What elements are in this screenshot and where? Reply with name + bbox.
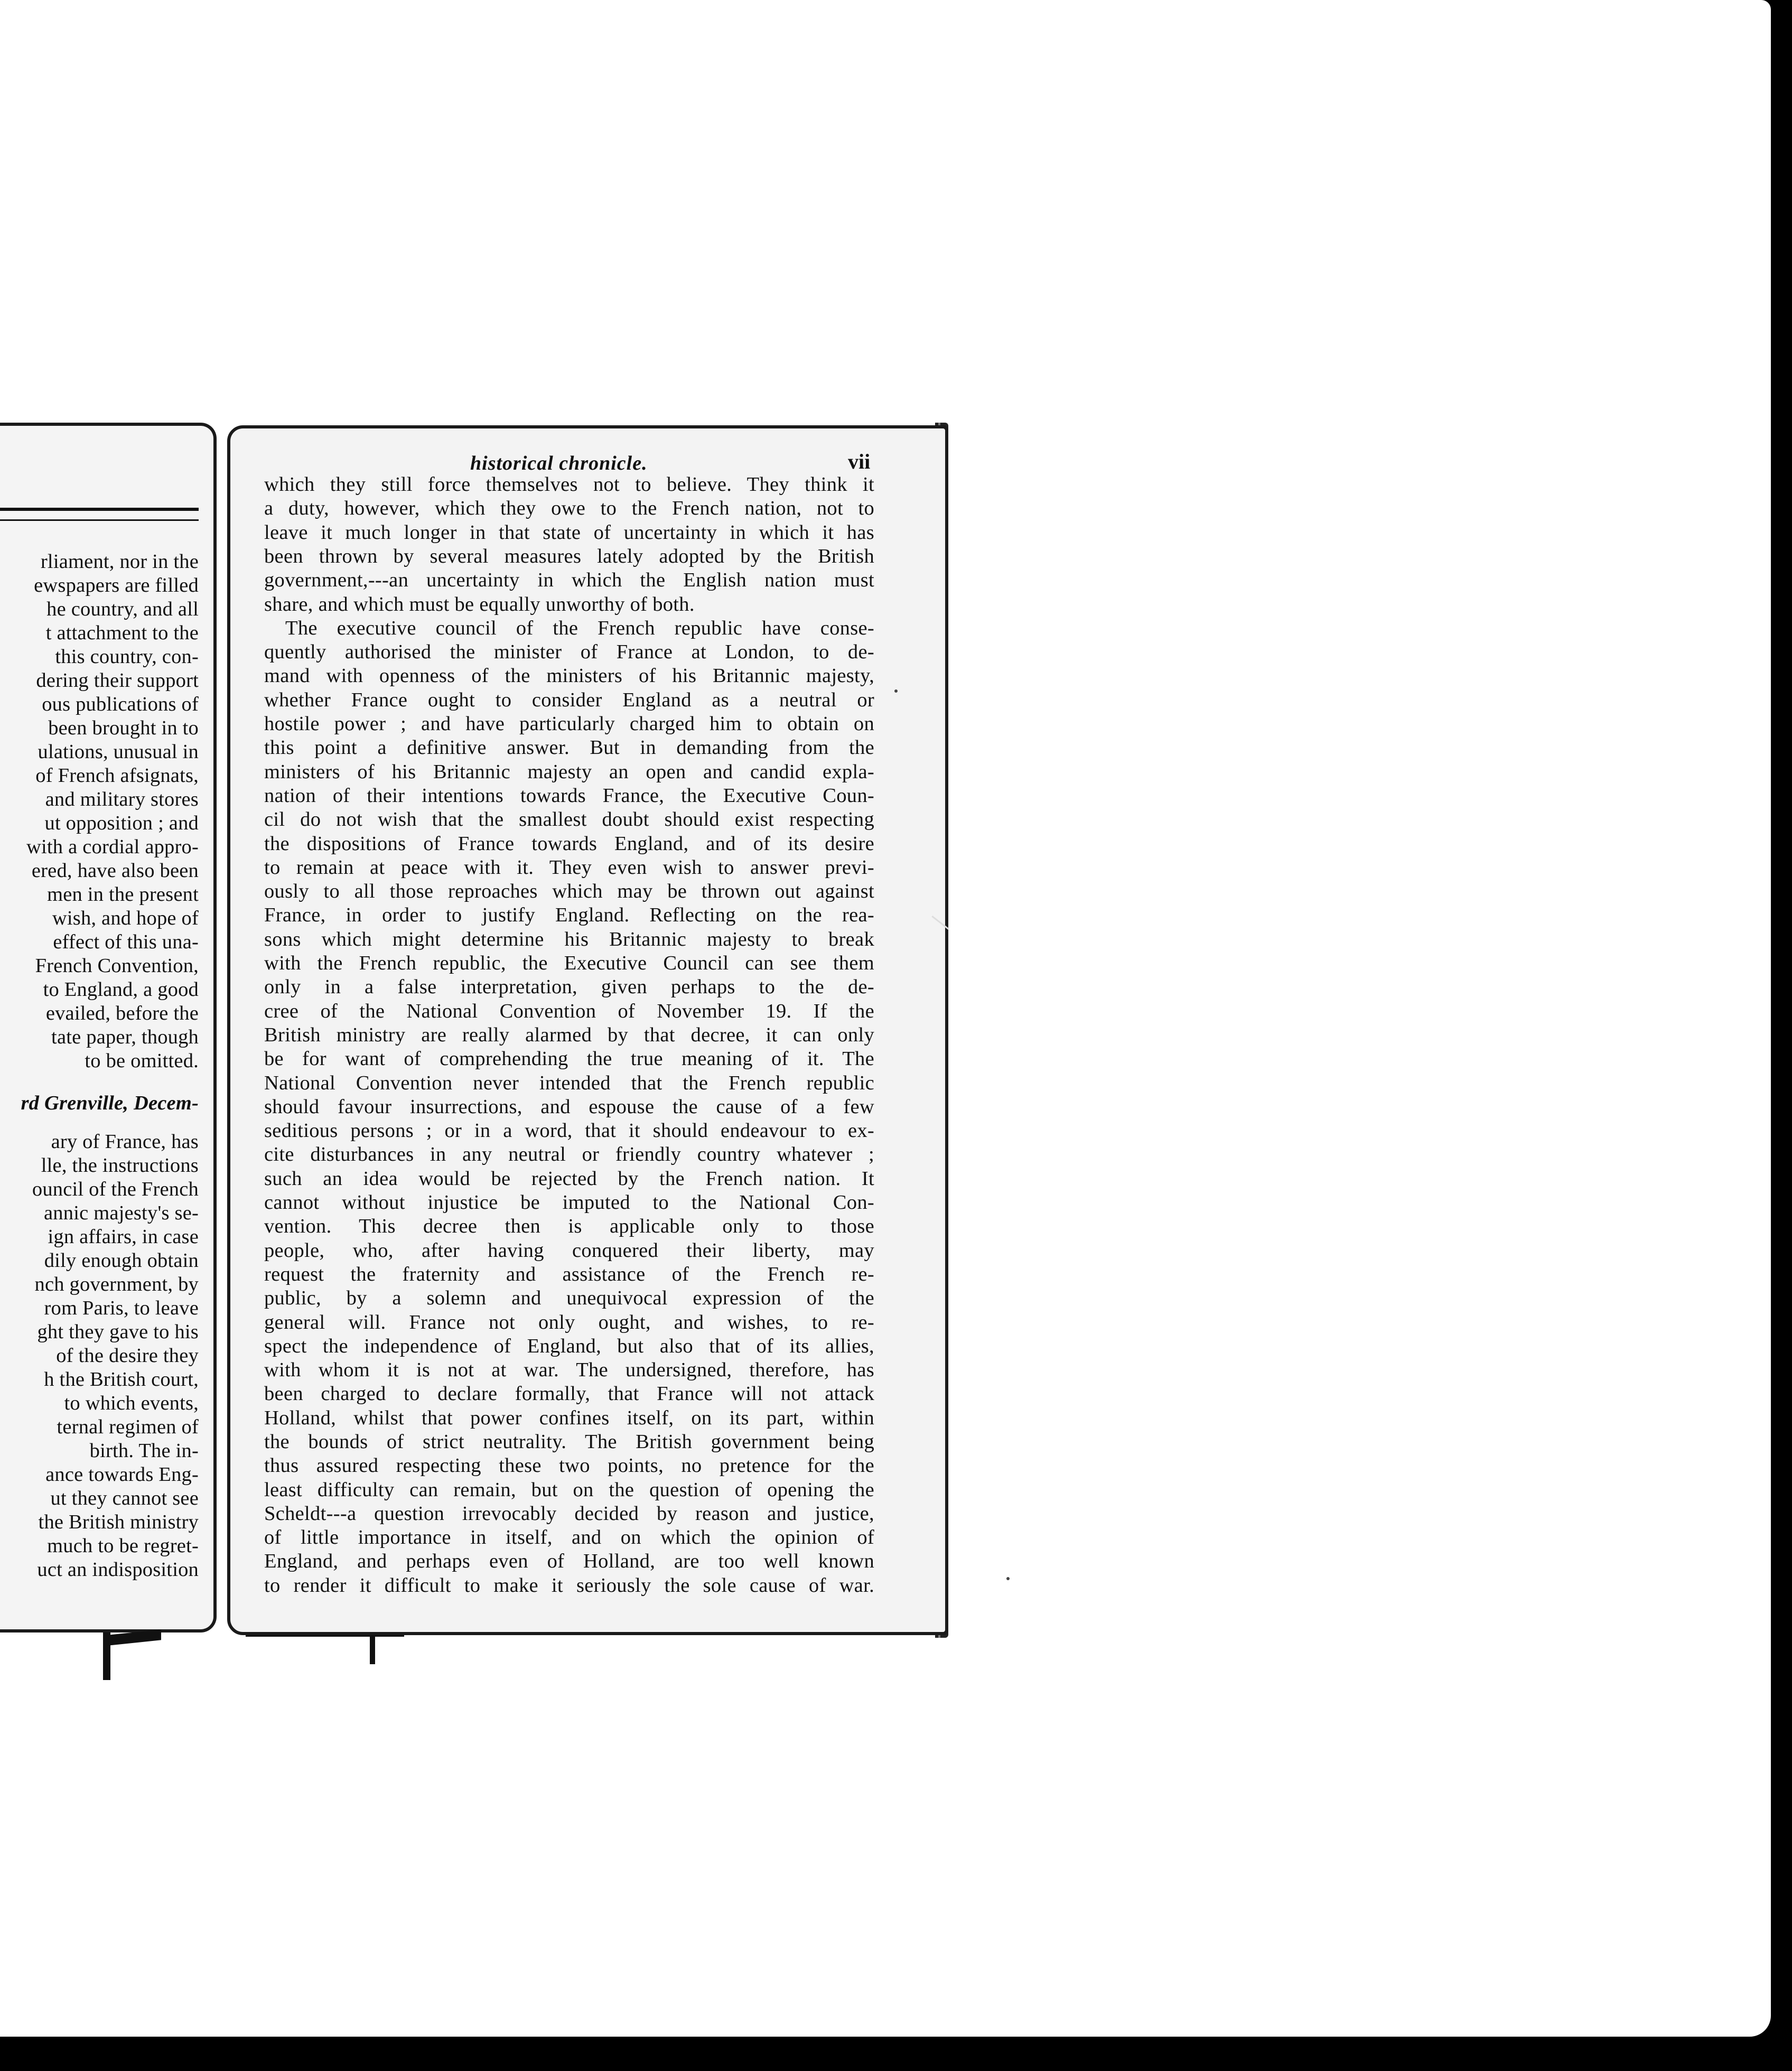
body-text-line: government,---an uncertainty in which the English nation must: [264, 569, 874, 591]
left-text-line: evailed, before the: [45, 1002, 199, 1024]
left-text-line: ary of France, has: [51, 1131, 199, 1153]
left-text-line: to be omitted.: [85, 1050, 199, 1072]
left-text-line: t attachment to the: [45, 622, 199, 644]
left-text-line: this country, con-: [55, 646, 199, 668]
left-text-line: annic majesty's se-: [44, 1202, 199, 1224]
scan-speck: [894, 689, 898, 693]
body-text-line: public, by a solemn and unequivocal expression of the: [264, 1287, 874, 1309]
page-number: vii: [848, 450, 871, 473]
running-head: historical chronicle.: [470, 452, 648, 474]
left-text-line: been brought in to: [48, 717, 199, 739]
body-text-line: mand with openness of the ministers of his Britannic majesty,: [264, 665, 874, 687]
left-text-line: uct an indisposition: [37, 1559, 199, 1581]
body-text-line: only in a false interpretation, given perhaps to the de-: [264, 976, 874, 998]
body-text-line: a duty, however, which they owe to the French nation, not to: [264, 497, 874, 519]
left-text-line: h the British court,: [44, 1368, 199, 1391]
left-text-line: to which events,: [64, 1392, 199, 1414]
ornamental-rule: [0, 508, 199, 521]
body-text-line: cite disturbances in any neutral or friendly country whatever ;: [264, 1143, 874, 1165]
body-text-line: cree of the National Convention of November 19. If the: [264, 1000, 874, 1022]
body-text-line: share, and which must be equally unworthy of both.: [264, 593, 695, 615]
left-text-line: birth. The in-: [89, 1440, 199, 1462]
body-text-line: of little importance in itself, and on which the opinion of: [264, 1526, 874, 1548]
body-text-line: whether France ought to consider England as a neutral or: [264, 689, 874, 711]
left-text-line: rliament, nor in the: [40, 551, 199, 573]
left-text-line: ght they gave to his: [37, 1321, 199, 1343]
body-text-line: with the French republic, the Executive Council can see them: [264, 952, 874, 974]
left-text-line: ut they cannot see: [50, 1487, 199, 1509]
body-text-line: this point a definitive answer. But in demanding from the: [264, 736, 874, 759]
left-text-line: nch government, by: [34, 1273, 199, 1295]
body-text-line: to render it difficult to make it seriously the sole cause of war.: [264, 1574, 874, 1597]
left-text-line: ouncil of the French: [32, 1178, 199, 1200]
body-text-line: ministers of his Britannic majesty an open and candid expla-: [264, 761, 874, 783]
left-text-line: the British ministry: [38, 1511, 199, 1533]
book-gutter: [103, 1632, 378, 1685]
left-text-line: ous publications of: [42, 693, 199, 715]
body-text-line: with whom it is not at war. The undersigned, therefore, has: [264, 1359, 874, 1381]
body-text-line: such an idea would be rejected by the French nation. It: [264, 1168, 874, 1190]
left-text-line: wish, and hope of: [52, 907, 199, 929]
body-text-line: cil do not wish that the smallest doubt should exist respecting: [264, 808, 874, 831]
body-text-line: quently authorised the minister of France at London, to de-: [264, 641, 874, 663]
body-text-line: the bounds of strict neutrality. The British government being: [264, 1431, 874, 1453]
body-text-line: Holland, whilst that power confines itself, on its part, within: [264, 1407, 874, 1429]
body-text-line: ously to all those reproaches which may be thrown out against: [264, 880, 874, 902]
body-text-line: should favour insurrections, and espouse the cause of a few: [264, 1096, 874, 1118]
left-text-line: ance towards Eng-: [45, 1463, 199, 1486]
left-text-line: ered, have also been: [31, 860, 199, 882]
left-text-line: dily enough obtain: [44, 1249, 199, 1272]
scan-speck: [1006, 1577, 1010, 1580]
body-text-line: France, in order to justify England. Reflecting on the rea-: [264, 904, 874, 926]
body-text-line: be for want of comprehending the true meaning of it. The: [264, 1048, 874, 1070]
left-text-line: ewspapers are filled: [34, 574, 199, 596]
left-text-line: lle, the instructions: [41, 1154, 199, 1177]
left-text-line: of the desire they: [56, 1345, 199, 1367]
left-section-heading: rd Grenville, Decem-: [21, 1092, 199, 1114]
body-text-line: spect the independence of England, but also that of its allies,: [264, 1335, 874, 1357]
body-text-line: hostile power ; and have particularly charged him to obtain on: [264, 713, 874, 735]
body-text-line: British ministry are really alarmed by that decree, it can only: [264, 1024, 874, 1046]
body-text-line: thus assured respecting these two points, no pretence for the: [264, 1454, 874, 1477]
body-text-line: leave it much longer in that state of uncertainty in which it has: [264, 521, 874, 544]
body-text-line: people, who, after having conquered their liberty, may: [264, 1239, 874, 1262]
left-text-line: and military stores: [45, 788, 199, 810]
left-text-line: with a cordial appro-: [26, 836, 199, 858]
body-text-line: sons which might determine his Britannic majesty to break: [264, 928, 874, 950]
left-text-line: effect of this una-: [53, 931, 199, 953]
body-text-line: National Convention never intended that the French republic: [264, 1072, 874, 1094]
left-text-line: he country, and all: [46, 598, 199, 620]
body-text-line: the dispositions of France towards England, and of its desire: [264, 833, 874, 855]
body-text-line: cannot without injustice be imputed to the National Con-: [264, 1191, 874, 1214]
body-text-line: nation of their intentions towards France, the Executive Coun-: [264, 785, 874, 807]
left-text-line: French Convention,: [35, 955, 199, 977]
body-text-line: which they still force themselves not to believe. They think it: [264, 473, 874, 496]
left-text-line: rom Paris, to leave: [44, 1297, 199, 1319]
left-text-line: dering their support: [36, 669, 199, 692]
left-text-line: ternal regimen of: [57, 1416, 199, 1438]
body-text-line: The executive council of the French republic have conse-: [285, 617, 874, 639]
body-text-line: been thrown by several measures lately adopted by the British: [264, 545, 874, 567]
left-text-line: much to be regret-: [47, 1535, 199, 1557]
left-text-line: of French afsignats,: [35, 764, 199, 787]
left-text-line: tate paper, though: [51, 1026, 199, 1048]
left-text-line: ut opposition ; and: [44, 812, 199, 834]
left-text-line: ulations, unusual in: [38, 741, 199, 763]
body-text-line: request the fraternity and assistance of the French re-: [264, 1263, 874, 1285]
body-text-line: least difficulty can remain, but on the question of opening the: [264, 1479, 874, 1501]
body-text-line: vention. This decree then is applicable only to those: [264, 1215, 874, 1237]
body-text-line: to remain at peace with it. They even wish to answer previ-: [264, 856, 874, 879]
body-text-line: Scheldt---a question irrevocably decided by reason and justice,: [264, 1503, 874, 1525]
body-text-line: England, and perhaps even of Holland, are too well known: [264, 1550, 874, 1572]
body-text-line: been charged to declare formally, that France will not attack: [264, 1383, 874, 1405]
body-text-line: general will. France not only ought, and wishes, to re-: [264, 1311, 874, 1333]
left-text-line: ign affairs, in case: [48, 1226, 199, 1248]
left-page: [0, 423, 217, 1632]
body-text-line: seditious persons ; or in a word, that it should endeavour to ex-: [264, 1120, 874, 1142]
left-text-line: men in the present: [47, 883, 199, 906]
left-text-line: to England, a good: [43, 978, 199, 1001]
